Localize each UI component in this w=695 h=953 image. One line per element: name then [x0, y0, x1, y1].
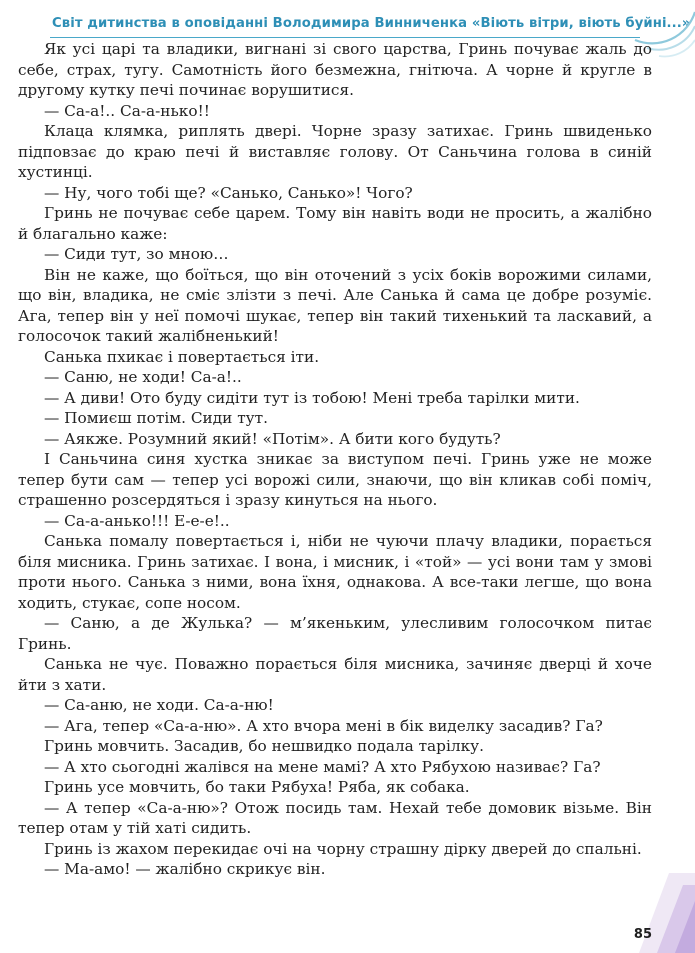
paragraph: І Саньчина синя хустка зникає за виступом печі. Гринь уже не може тепер бути сам — тепер усі ворожі сили, знаючи, що він кликав собі поміч, страшенно розсердяться і зразу кинуться на нього.: [18, 450, 652, 509]
paragraph: Санька не чує. Поважно порається біля мисника, зачиняє дверці й хоче йти з хати.: [18, 655, 652, 694]
paragraph: Гринь із жахом перекидає очі на чорну страшну дірку дверей до спальні.: [44, 839, 642, 858]
paragraph: Гринь мовчить. Засадив, бо нешвидко подала тарілку.: [44, 737, 484, 755]
paragraph: Він не каже, що боїться, що він оточений з усіх боків ворожими силами, що він, владика, не сміє злізти з печі. Але Санька й сама це добре розуміє. Ага, тепер він у неї помочі шукає, тепер він такий тихенький та ласкавий, а голосочок такий жалібненький!: [18, 265, 652, 345]
paragraph: — Помиєш потім. Сиди тут.: [44, 409, 269, 427]
running-header-title: Світ дитинства в оповіданні Володимира Винниченка «Віють вітри, віють буйні...»: [52, 16, 691, 31]
paragraph: Санька пхикає і повертається іти.: [44, 347, 320, 366]
paragraph: — А хто сьогодні жалівся на мене мамі? А хто Рябухою називає? Га?: [44, 757, 601, 776]
paragraph: — Ма-амо! — жалібно скрикує він.: [44, 860, 326, 878]
paragraph: Санька помалу повертається і, ніби не чуючи плачу владики, порається біля мисника. Гринь затихає. І вона, і мисник, і «той» — усі вони там у змові проти нього. Санька з ними, вона їхня, однакова. А все-таки легше, що вона ходить, стукає, сопе носом.: [18, 532, 652, 612]
header-divider: [50, 37, 640, 38]
paragraph: Як усі царі та владики, вигнані зі свого царства, Гринь почуває жаль до себе, страх, тугу. Самотність його безмежна, гнітюча. А чорне й кругле в другому кутку печі починає ворушитися.: [18, 40, 652, 99]
paragraph: Гринь усе мовчить, бо таки Рябуха! Ряба, як собака.: [44, 778, 470, 796]
paragraph: — Са-аню, не ходи. Са-а-ню!: [44, 696, 274, 714]
paragraph: — Ага, тепер «Са-а-ню». А хто вчора мені в бік виделку засадив? Га?: [44, 716, 603, 735]
page-number: 85: [633, 927, 652, 942]
paragraph: — Ну, чого тобі ще? «Санько, Санько»! Чого?: [44, 183, 413, 202]
paragraph: — Саню, а де Жулька? — м’якеньким, улесливим голосочком питає Гринь.: [18, 614, 652, 653]
paragraph: — Аякже. Розумний який! «Потім». А бити кого будуть?: [44, 429, 501, 448]
paragraph: — А тепер «Са-а-ню»? Отож посидь там. Нехай тебе домовик візьме. Він тепер отам у тій хаті сидить.: [18, 798, 652, 837]
paragraph: — А диви! Ото буду сидіти тут із тобою! Мені треба тарілки мити.: [44, 388, 580, 407]
paragraph: — Са-а!.. Са-а-нько!!: [44, 101, 210, 120]
paragraph: — Са-а-анько!!! Е-е-е!..: [44, 511, 230, 530]
paragraph: Клаца клямка, риплять двері. Чорне зразу затихає. Гринь швиденько підповзає до краю печі й виставляє голову. От Саньчина голова в синій хустинці.: [18, 122, 652, 181]
story-text: [18, 39, 652, 880]
paragraph: Гринь не почуває себе царем. Тому він навіть води не просить, а жалібно й благально каже:: [18, 204, 652, 243]
paragraph: — Сиди тут, зо мною…: [44, 245, 229, 263]
paragraph: — Саню, не ходи! Са-а!..: [44, 368, 242, 386]
